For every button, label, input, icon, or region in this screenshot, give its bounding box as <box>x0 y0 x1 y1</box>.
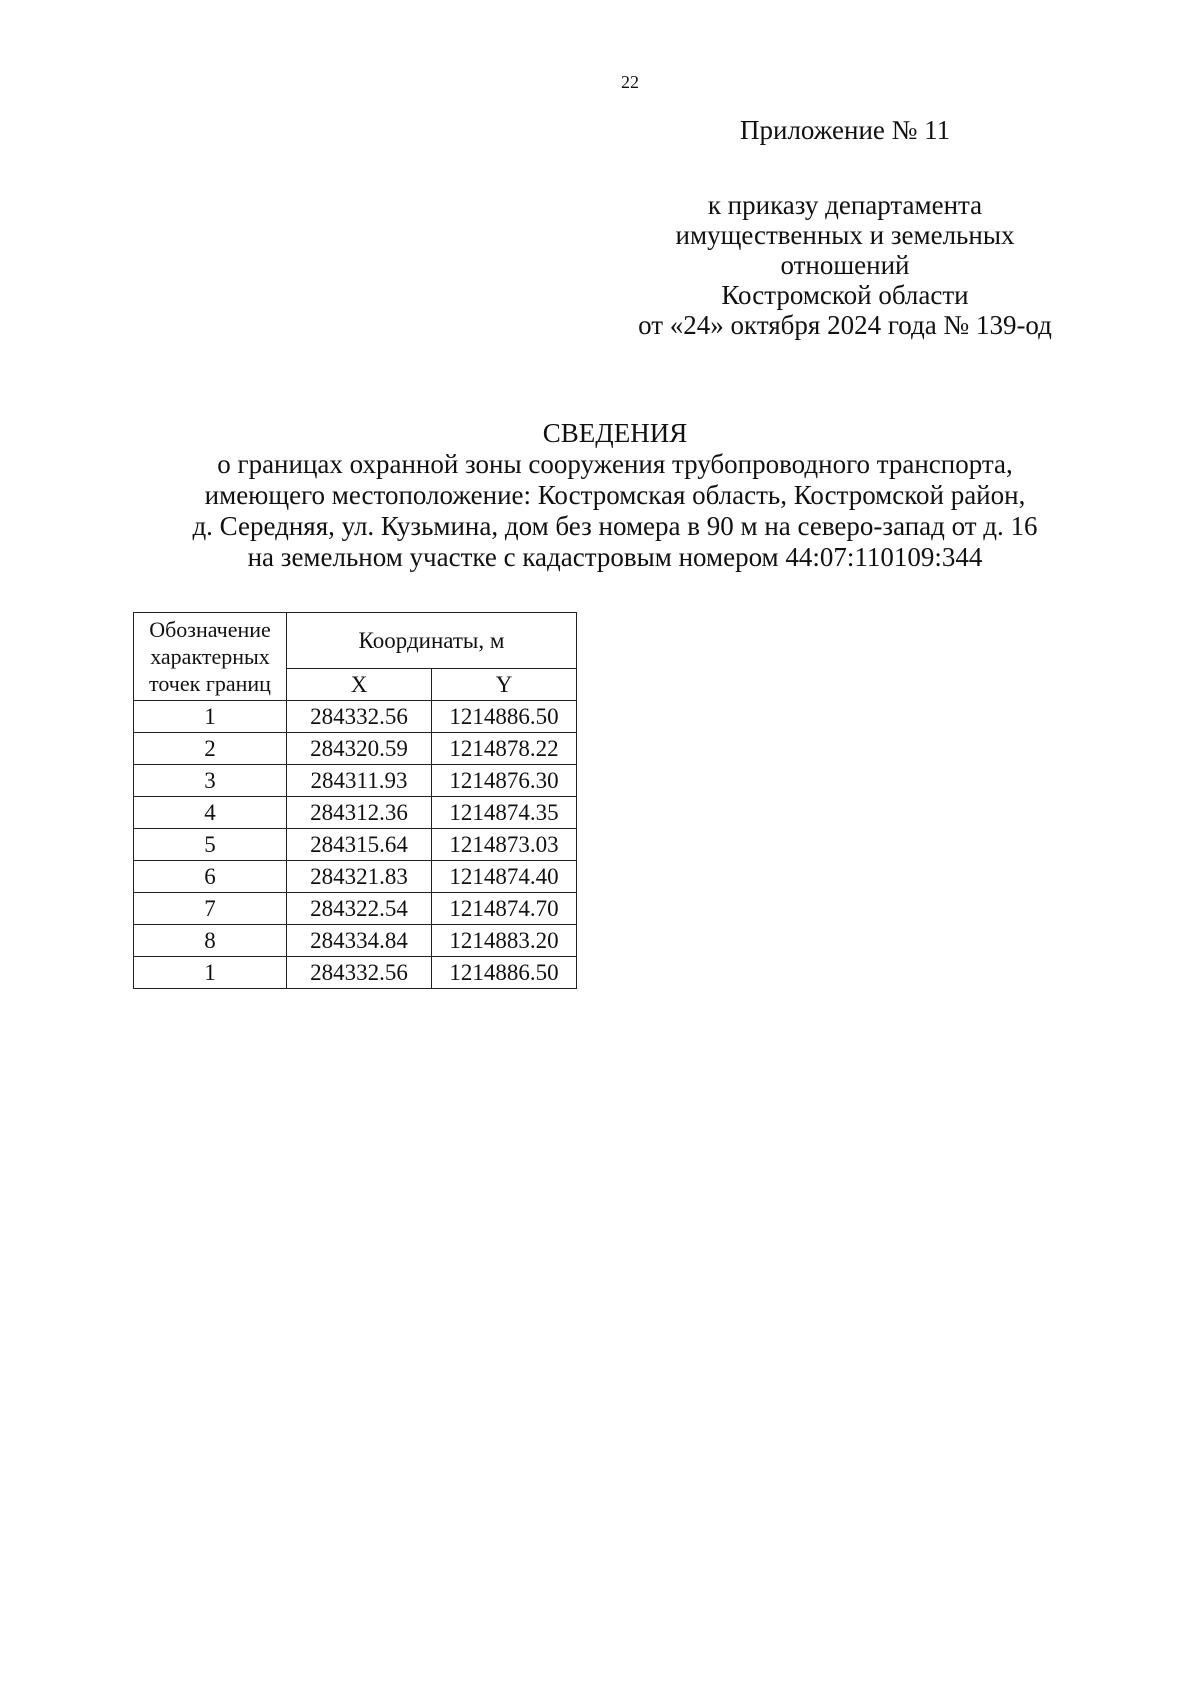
y-coordinate-cell: 1214874.35 <box>432 797 577 829</box>
heading-line: на земельном участке с кадастровым номером 44:07:110109:344 <box>247 542 983 572</box>
header-point-line: точек границ <box>149 671 271 696</box>
y-coordinate-cell: 1214874.70 <box>432 893 577 925</box>
point-number-cell: 7 <box>134 893 287 925</box>
heading-line: о границах охранной зоны сооружения трубопроводного транспорта, <box>217 449 1013 479</box>
x-coordinate-cell: 284322.54 <box>287 893 432 925</box>
heading-line: д. Середняя, ул. Кузьмина, дом без номера в 90 м на северо-запад от д. 16 <box>192 511 1038 541</box>
y-coordinate-cell: 1214876.30 <box>432 765 577 797</box>
table-row <box>134 829 577 861</box>
point-number-cell: 2 <box>134 733 287 765</box>
heading-title: СВЕДЕНИЯ <box>542 418 688 448</box>
y-coordinate-cell: 1214886.50 <box>432 701 577 733</box>
order-line: Костромской области <box>721 280 969 310</box>
y-coordinate-cell: 1214873.03 <box>432 829 577 861</box>
y-coordinate-cell: 1214874.40 <box>432 861 577 893</box>
order-line: отношений <box>780 250 910 280</box>
appendix-title: Приложение № 11 <box>740 115 951 145</box>
x-coordinate-cell: 284332.56 <box>287 957 432 989</box>
point-number-cell: 8 <box>134 925 287 957</box>
table-row <box>134 797 577 829</box>
header-x: X <box>287 669 432 701</box>
page-number: 22 <box>621 72 639 92</box>
table-row <box>134 893 577 925</box>
header-point-line: характерных <box>150 644 270 669</box>
header-point-designation <box>134 613 287 701</box>
table-row <box>134 925 577 957</box>
point-number-cell: 1 <box>134 957 287 989</box>
x-coordinate-cell: 284312.36 <box>287 797 432 829</box>
heading-line: имеющего местоположение: Костромская область, Костромской район, <box>204 480 1026 510</box>
y-coordinate-cell: 1214883.20 <box>432 925 577 957</box>
point-number-cell: 3 <box>134 765 287 797</box>
x-coordinate-cell: 284320.59 <box>287 733 432 765</box>
order-line: к приказу департамента <box>707 190 983 220</box>
coordinates-table-body <box>134 701 577 989</box>
header-point-line: Обозначение <box>149 617 271 642</box>
order-reference <box>620 190 1070 340</box>
table-row <box>134 957 577 989</box>
x-coordinate-cell: 284315.64 <box>287 829 432 861</box>
point-number-cell: 1 <box>134 701 287 733</box>
x-coordinate-cell: 284321.83 <box>287 861 432 893</box>
order-line: от «24» октября 2024 года № 139-од <box>638 310 1052 340</box>
y-coordinate-cell: 1214878.22 <box>432 733 577 765</box>
table-row <box>134 765 577 797</box>
header-coordinates: Координаты, м <box>287 613 577 669</box>
point-number-cell: 6 <box>134 861 287 893</box>
y-coordinate-cell: 1214886.50 <box>432 957 577 989</box>
x-coordinate-cell: 284334.84 <box>287 925 432 957</box>
x-coordinate-cell: 284332.56 <box>287 701 432 733</box>
order-line: имущественных и земельных <box>675 220 1015 250</box>
document-heading <box>150 418 1080 573</box>
point-number-cell: 5 <box>134 829 287 861</box>
table-row <box>134 701 577 733</box>
coordinates-table <box>133 612 577 989</box>
table-row <box>134 861 577 893</box>
table-row <box>134 733 577 765</box>
header-y: Y <box>432 669 577 701</box>
point-number-cell: 4 <box>134 797 287 829</box>
x-coordinate-cell: 284311.93 <box>287 765 432 797</box>
